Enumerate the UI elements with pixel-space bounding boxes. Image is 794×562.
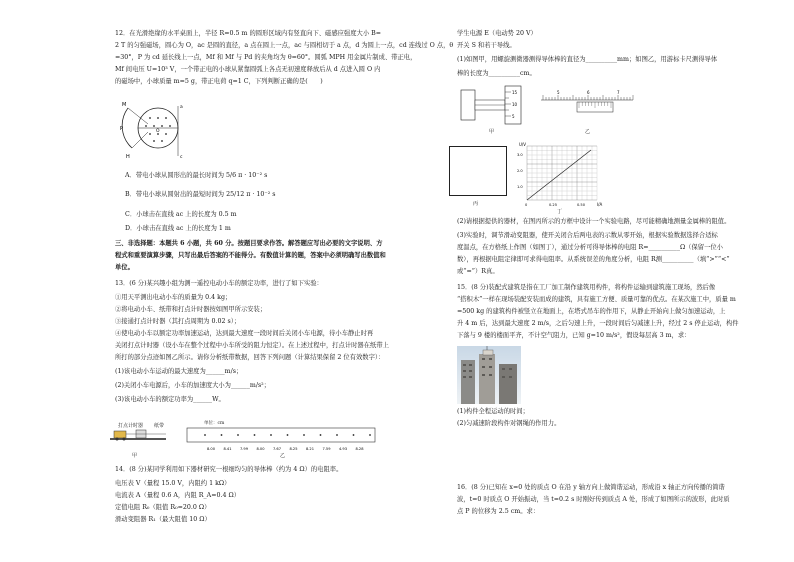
graph-x-tick-0: 0: [525, 203, 528, 207]
tape-dot: [254, 434, 256, 436]
q15-text-line3: =500 kg 的建筑构件被竖立在地面上，在塔式吊车的作用下，从静止开始向上做匀加速运动，上: [457, 308, 726, 315]
q13-question-3: (3)该电动小车的额定功率为______W。: [115, 396, 225, 403]
q13-step-3: ③接通打点计时器（其打点周期为 0.02 s）；: [115, 318, 241, 325]
section3-line2: 程式和重要演算步骤，只写出最后答案的不能得分。有数值计算的题，答案中必须明确写出数值和: [115, 252, 386, 259]
q12-option-c: C．小球击在直线 ac 上的长度为 0.5 m: [125, 211, 237, 218]
q15-question-1: (1)构件全程运动的时间；: [457, 408, 529, 415]
fig-label-jia-right: 甲: [489, 129, 495, 135]
svg-text:7: 7: [617, 90, 620, 95]
q16-text-line2: 波，t=0 时质点 O 开始振动，当 t=0.2 s 时刚好传到质点 A 处，形成了如图所示的波形，此时质: [457, 496, 730, 503]
fig-label-ding: 丁: [557, 209, 563, 215]
q12-text-line3: =30°，P 为 cd 延长线上一点，Mf 和 Mf 与 Pd 的夹角均为 θ=60°。圆弧 MPH 用金属片制成、带正电，: [115, 54, 417, 61]
fig-label-timer: 打点计时器: [118, 423, 144, 429]
tape-interval-label: 8.28: [355, 447, 364, 451]
vernier-caliper-figure: [537, 86, 637, 126]
tape-dot: [303, 434, 305, 436]
q13-step-2: ②将电动小车、纸带和打点计时器按如图甲所示安装；: [115, 306, 267, 313]
q12-option-d: D．小球击在直线 ac 上的长度为 1 m: [125, 225, 231, 232]
graph-x-axis-label: I/A: [597, 202, 603, 207]
q12-text-line1: 12．在光滑绝缘的水平桌面上，半径 R=0.5 m 的圆形区域内有竖直向下、磁感应强度大小 B=: [115, 30, 382, 37]
right-column: [397, 0, 794, 562]
q13-question-2: (2)关闭小车电源后，小车的加速度大小为______m/s²；: [115, 382, 271, 389]
q14-question-1-line1: (1)如图甲，用螺旋测微器测得导体棒的直径为__________mm；如图乙，用游标卡尺测得导体: [457, 56, 718, 63]
fig-label-yi-right: 乙: [585, 129, 591, 135]
q14-question-1-line2: 棒的长度为__________cm。: [457, 70, 536, 77]
svg-text:c: c: [180, 155, 183, 160]
section3-line1: 三、非选择题：本题共 6 小题，共 60 分。按题目要求作答。解答题应写出必要的文字说明、方: [115, 240, 383, 247]
q14-question-3-line1: (3)实验时，调节滑动变阻器，使开关闭合后两电表的示数从零开始，根据实验数据选择合适标: [457, 232, 718, 239]
tape-interval-label: 4.93: [339, 447, 348, 451]
tape-interval-label: 8.41: [223, 447, 232, 451]
tape-interval-label: 8.00: [207, 447, 216, 451]
q13-text-line1: 13．(6 分)某兴趣小组为测一遥控电动小车的额定功率，进行了如下实验：: [115, 280, 323, 287]
tape-interval-label: 8.21: [306, 447, 315, 451]
tape-dot: [336, 434, 338, 436]
fig-label-jia: 甲: [132, 453, 138, 459]
graph-y-tick-2: 2.0: [517, 169, 523, 173]
q15-text-line1: 15．(8 分)装配式建筑是指在工厂加工制作建筑用构件，将构件运输到建筑施工现场，然后像: [457, 284, 716, 291]
tape-unit-label: 单位：cm: [204, 421, 225, 426]
fig-label-bing: 丙: [473, 201, 479, 207]
tape-dot: [320, 434, 322, 436]
q14-equipment-ammeter: 电流表 A（量程 0.6 A，内阻 R_A=0.4 Ω）: [115, 492, 241, 499]
q12-text-line4: Mf 间电压 U=10³ V，一个带正电的小球从紧靠圆弧上各点无初速度释放后从 d 点进入圆 O 内: [115, 66, 381, 73]
svg-text:H: H: [126, 154, 130, 160]
svg-text:5: 5: [512, 114, 515, 119]
circuit-design-box[interactable]: [449, 146, 507, 196]
tape-dot: [270, 434, 272, 436]
svg-text:6: 6: [587, 90, 590, 95]
q14-question-3-line2: 度温点，在方格纸上作图（如图丁），通过分析可得导体棒的电阻 R=__________Ω（保留一位小: [457, 244, 723, 251]
svg-text:10: 10: [512, 102, 518, 107]
u-i-graph: [515, 140, 605, 210]
tape-interval-label: 8.00: [256, 447, 265, 451]
q14-equipment-source: 学生电源 E（电动势 20 V）: [457, 30, 537, 37]
tape-dot: [221, 434, 223, 436]
svg-text:P: P: [120, 126, 124, 132]
construction-photo: [457, 346, 521, 404]
micrometer-figure: [457, 82, 537, 130]
q14-text-line1: 14．(8 分)某同学利用如下器材研究一根细均匀的导体棒（约为 4 Ω）的电阻率。: [115, 466, 343, 473]
q15-text-line2: “搭积木”一样在现场装配安装而成的建筑，具有施工方便、质量可靠的优点。在某次施工中，质量 m: [457, 296, 736, 303]
q15-text-line4: 升 4 m 后，达到最大速度 2 m/s，之后匀速上升，一段时间后匀减速上升，经过 2 s 停止运动，构件: [457, 320, 739, 327]
q14-equipment-resistor: 定值电阻 R₀（阻值 R₀=20.0 Ω）: [115, 504, 211, 511]
graph-x-tick-025: 0.25: [549, 203, 558, 207]
q12-magnetic-field-figure: [118, 96, 188, 164]
q13-question-1: (1)该电动小车运动的最大速度为______m/s；: [115, 368, 243, 375]
graph-y-axis-label: U/V: [519, 142, 527, 147]
q14-equipment-rheostat: 滑动变阻器 R₁（最大阻值 10 Ω）: [115, 516, 211, 523]
fig-label-yi: 乙: [280, 453, 286, 459]
svg-text:15: 15: [512, 90, 518, 95]
q13-step-1: ①用天平测出电动小车的质量为 0.4 kg；: [115, 294, 232, 301]
q14-question-3-line3: 数），再根据电阻定律即可求得电阻率。从系统误差的角度分析，电阻 R测__________（填“>”“<”: [457, 256, 730, 263]
q16-text-line1: 16．(8 分)已知在 x=0 处的质点 O 在沿 y 轴方向上做简谐运动，形成沿 x 轴正方向传播的简谐: [457, 484, 725, 491]
fig-label-tape: 纸带: [154, 423, 165, 429]
tape-dot: [287, 434, 289, 436]
tape-interval-label: 7.59: [322, 447, 331, 451]
tape-dot: [369, 434, 371, 436]
q15-question-2: (2)匀减速阶段构件对钢绳的作用力。: [457, 420, 561, 427]
svg-text:O: O: [156, 129, 160, 134]
tape-interval-label: 7.67: [273, 447, 282, 451]
q14-equipment-switch: 开关 S 和若干导线。: [457, 42, 516, 49]
q12-option-a: A．带电小球从圆形出的最长时间为 5/6 π · 10⁻² s: [125, 172, 268, 179]
svg-text:M: M: [122, 102, 127, 108]
tape-interval-label: 8.25: [289, 447, 298, 451]
tape-interval-label: 7.99: [240, 447, 249, 451]
section3-line3: 单位。: [115, 264, 134, 271]
graph-y-tick-3: 3.0: [517, 153, 523, 157]
tape-dot: [237, 434, 239, 436]
q15-text-line5: 下落与 9 楼的楼面平齐，不计空气阻力，已知 g=10 m/s²，假设每层高 3 m，求：: [457, 332, 691, 339]
q14-question-3-line4: 或“=”）R真。: [457, 268, 499, 275]
q12-text-line5: 的磁场中，小球质量 m=5 g，带正电荷 q=1 C，下列判断正确的是( ): [115, 78, 323, 85]
tape-dot: [353, 434, 355, 436]
graph-y-tick-1: 1.0: [517, 185, 523, 189]
q16-text-line3: 点 P 的位移为 2.5 cm。求：: [457, 508, 540, 515]
svg-text:a: a: [180, 105, 183, 110]
q12-option-b: B．带电小球从圆射出的最短时间为 25/12 π · 10⁻² s: [125, 191, 276, 198]
q14-question-2: (2)请根据提供的器材，在图丙所示的方框中设计一个实验电路，尽可能精确地测量金属棒的阻值。: [457, 218, 731, 225]
svg-text:5: 5: [557, 90, 560, 95]
q12-text-line2: 2 T 的匀强磁场，圆心为 O，ac 是圆的直径，a 点在圆上一点，ac 与圆相切于 a 点，d 为圆上一点，cd 连线过 O 点，θ: [115, 42, 454, 49]
q14-equipment-voltmeter: 电压表 V（量程 15.0 V，内阻约 1 kΩ）: [115, 480, 231, 487]
graph-x-tick-050: 0.50: [577, 203, 586, 207]
q13-step-6: 所打的部分点迹如图乙所示。请你分析纸带数据，回答下列问题（计算结果保留 2 位有效数字）：: [115, 354, 385, 361]
q13-step-4: ④使电动小车以额定功率加速运动，达到最大速度一段时间后关闭小车电源，待小车静止时再: [115, 330, 374, 337]
q13-step-5: 关闭打点计时器（设小车在整个过程中小车所受的阻力恒定）。在上述过程中，打点计时器在纸带上: [115, 342, 389, 349]
tape-dot: [204, 434, 206, 436]
